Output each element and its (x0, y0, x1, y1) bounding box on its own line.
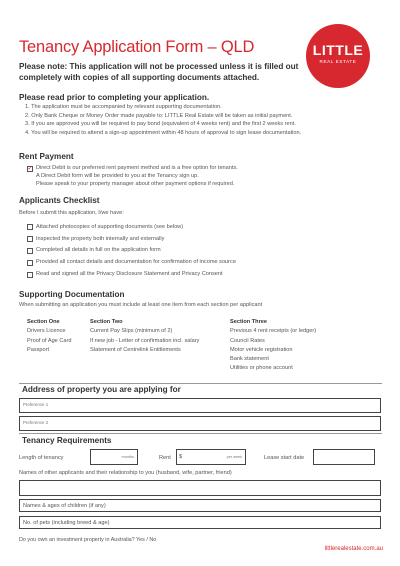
investment-property-question: Do you own an investment property in Australia? Yes / No (19, 537, 157, 543)
checklist-checkbox[interactable] (27, 236, 33, 242)
divider (19, 383, 382, 384)
checklist-item[interactable]: Completed all details in full on the application form (27, 245, 236, 257)
checklist-checkbox[interactable] (27, 260, 33, 266)
section-two-column: Section Two Current Pay Slips (minimum of 2) If new job - Letter of confirmation incl. salary Statement of Centrelink Entitlements (90, 319, 200, 353)
rent-field[interactable]: $ per week (176, 449, 246, 465)
read-item: 1. The application must be accompanied by relevant supporting documentation. (25, 104, 222, 110)
rent-line-3: Please speak to your property manager about other payment options if required. (36, 180, 235, 187)
rent-payment-heading: Rent Payment (19, 152, 74, 161)
applicant-checklist (27, 221, 236, 280)
checklist-checkbox[interactable] (27, 248, 33, 254)
logo-subtitle: REAL ESTATE (319, 59, 357, 64)
website-link[interactable]: littlerealestate.com.au (324, 546, 383, 552)
lease-start-label: Lease start date (264, 455, 305, 461)
processing-note: Please note: This application will not be processed unless it is filled out completely with copies of all supporting documents attached. (19, 62, 299, 82)
supporting-heading: Supporting Documentation (19, 290, 125, 299)
read-heading: Please read prior to completing your application. (19, 93, 210, 102)
preference-2-field[interactable]: Preference 2 (19, 416, 381, 431)
checklist-heading: Applicants Checklist (19, 196, 100, 205)
preference-1-field[interactable]: Preference 1 (19, 398, 381, 413)
tenancy-heading: Tenancy Requirements (22, 436, 112, 445)
checklist-item[interactable]: Read and signed all the Privacy Disclosure Statement and Privacy Consent (27, 268, 236, 280)
children-field[interactable]: Names & ages of children (if any) (19, 499, 381, 512)
checklist-item[interactable]: Inspected the property both internally and externally (27, 233, 236, 245)
supporting-intro: When submitting an application you must include at least one item from each section per applicant (19, 302, 263, 308)
section-three-column: Section Three Previous 4 rent receipts (or ledger) Council Rates Motor vehicle registration Bank statement Utilities or phone account (230, 319, 317, 372)
read-item: 2. Only Bank Cheque or Money Order made payable to: LITTLE Real Estate will be taken as initial payment. (25, 112, 293, 119)
little-real-estate-logo (306, 24, 370, 88)
lease-start-date-field[interactable] (313, 449, 375, 465)
rent-line-2: A Direct Debit form will be provided to you at the Tenancy sign up. (36, 172, 199, 179)
checklist-checkbox[interactable] (27, 272, 33, 278)
other-applicants-field[interactable] (19, 480, 381, 496)
checklist-checkbox[interactable] (27, 224, 33, 230)
read-list (25, 103, 370, 137)
checklist-item[interactable]: Attached photocopies of supporting documents (see below) (27, 221, 236, 233)
rent-payment-block (27, 165, 327, 188)
read-item: 3. If you are approved you will be required to pay bond (equivalent of 4 weeks rent) and the first 2 weeks rent. (25, 121, 296, 128)
read-item: 4. You will be required to attend a sign-up appointment within 48 hours of approval to sign lease documentation. (25, 129, 302, 136)
checklist-item[interactable]: Provided all contact details and documentation for confirmation of income source (27, 256, 236, 268)
pets-field[interactable]: No. of pets (including breed & age) (19, 516, 381, 529)
address-heading: Address of property you are applying for (22, 385, 181, 394)
length-label: Length of tenancy (19, 455, 64, 461)
length-of-tenancy-field[interactable]: months (90, 449, 138, 465)
logo-wordmark: LITTLE (312, 42, 364, 58)
form-title: Tenancy Application Form – QLD (19, 38, 255, 56)
rent-label: Rent (159, 455, 171, 461)
section-one-column: Section One Drivers Licence Proof of Age Card Passport (27, 319, 72, 353)
other-applicants-label: Names of other applicants and their relationship to you (husband, wife, partner, friend) (19, 470, 232, 476)
divider (19, 433, 382, 434)
direct-debit-checkbox[interactable] (27, 166, 33, 172)
rent-line-1: Direct Debit is our preferred rent payment method and is a free option for tenants. (36, 165, 238, 171)
checklist-intro: Before I submit this application, I/we have: (19, 210, 124, 216)
